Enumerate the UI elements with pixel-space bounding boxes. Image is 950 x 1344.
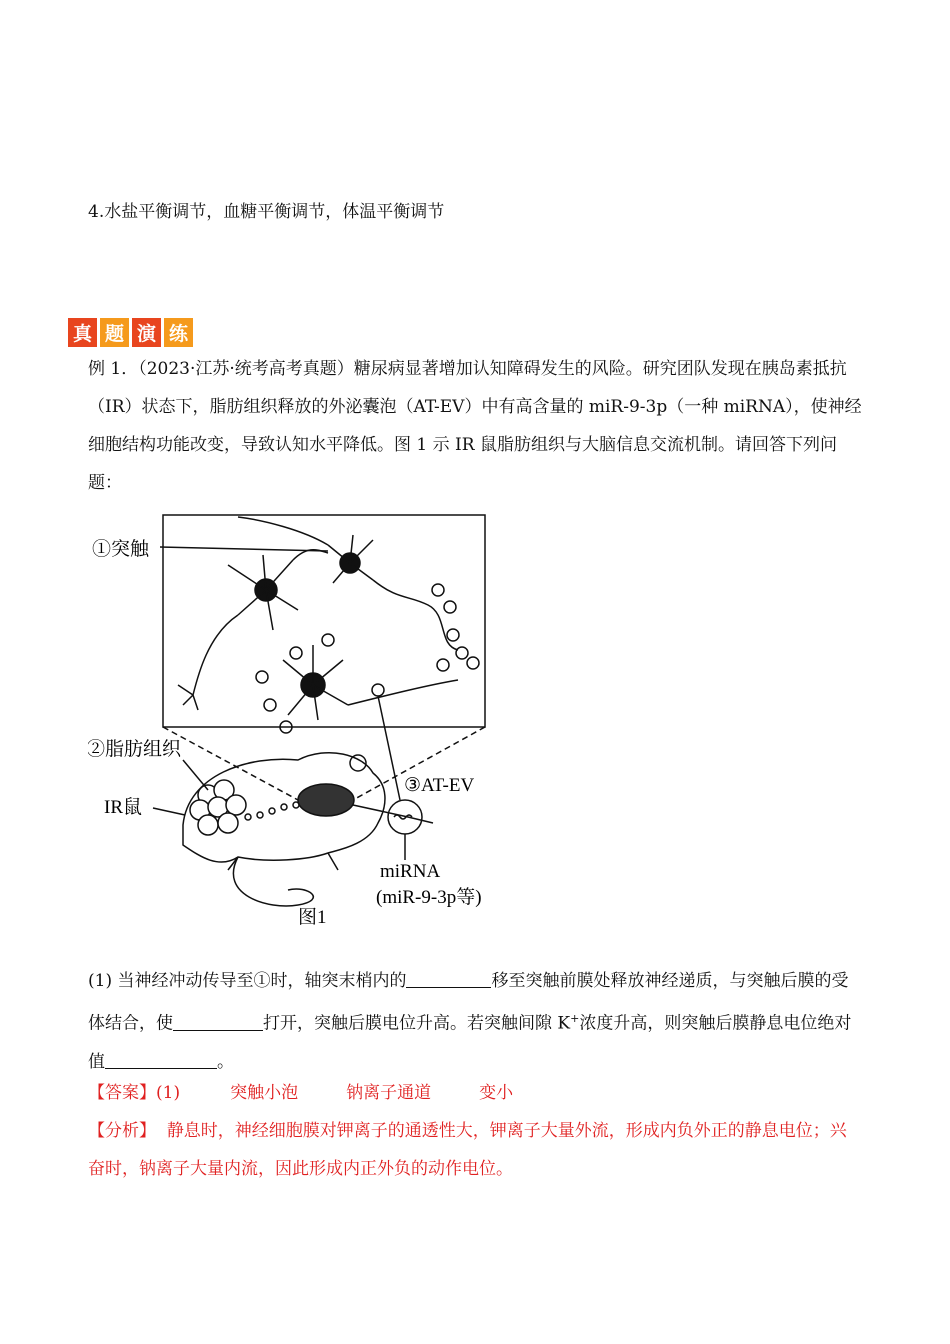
answer-2: 钠离子通道 [346,1083,432,1103]
banner-char: 题 [100,318,129,347]
answer-3: 变小 [479,1083,514,1103]
figure-1 [88,505,508,935]
q1-text-2: 移至突触前膜处释放神经递质，与突触后膜的受体结合，使 [88,971,849,1034]
analysis-text: 静息时，神经细胞膜对钾离子的通透性大，钾离子大量外流，形成内负外正的静息电位；兴奋时，钠离子大量内流，因此形成内正外负的动作电位。 [88,1121,847,1179]
answer-blank-1[interactable] [406,969,491,988]
analysis-label: 【分析】 [88,1121,156,1141]
label-ir-mouse: IR鼠 [104,797,143,818]
q1-text-3: 打开，突触后膜电位升高。若突触间隙 K [263,1013,571,1034]
q1-superscript: + [570,1012,580,1025]
section-banner [68,318,193,347]
example-label: 例 1． [88,359,139,379]
answer-1: 突触小泡 [230,1083,299,1103]
q1-text-5: 。 [217,1051,234,1072]
mouse-brain-diagram [88,505,508,935]
label-fat-tissue: ②脂肪组织 [88,739,182,760]
label-synapse: ①突触 [92,539,150,560]
example-text: （2023·江苏·统考高考真题）糖尿病显著增加认知障碍发生的风险。研究团队发现在胰岛素抵抗（IR）状态下，脂肪组织释放的外泌囊泡（AT-EV）中有高含量的 miR-9-3p（一种 miRNA），使神经细胞结构功能改变，导致认知水平降低。图 1 示 IR 鼠脂肪组织与大脑信息交流机制。请回答下列问题： [88,359,862,493]
q1-text-4: 浓度升高，则突触后膜静息电位绝对值 [88,1013,852,1072]
label-mirna: miRNA [380,861,441,882]
answer-blank-3[interactable] [105,1050,217,1069]
answer-blank-2[interactable] [173,1012,263,1031]
answer-label: 【答案】 [88,1083,156,1103]
analysis-paragraph [88,1112,863,1188]
banner-char: 真 [68,318,97,347]
label-at-ev: ③AT-EV [404,775,475,796]
q1-text-1: (1) 当神经冲动传导至①时，轴突末梢内的 [88,971,407,991]
example-paragraph [88,350,863,502]
banner-char: 练 [164,318,193,347]
list-item-4: 4.水盐平衡调节，血糖平衡调节，体温平衡调节 [88,202,445,222]
question-1 [88,962,863,1081]
answer-line [88,1074,513,1112]
figure-caption: 图1 [298,907,327,928]
banner-char: 演 [132,318,161,347]
label-mir-9-3p: (miR-9-3p等) [376,887,482,908]
answer-number: (1) [156,1083,181,1103]
